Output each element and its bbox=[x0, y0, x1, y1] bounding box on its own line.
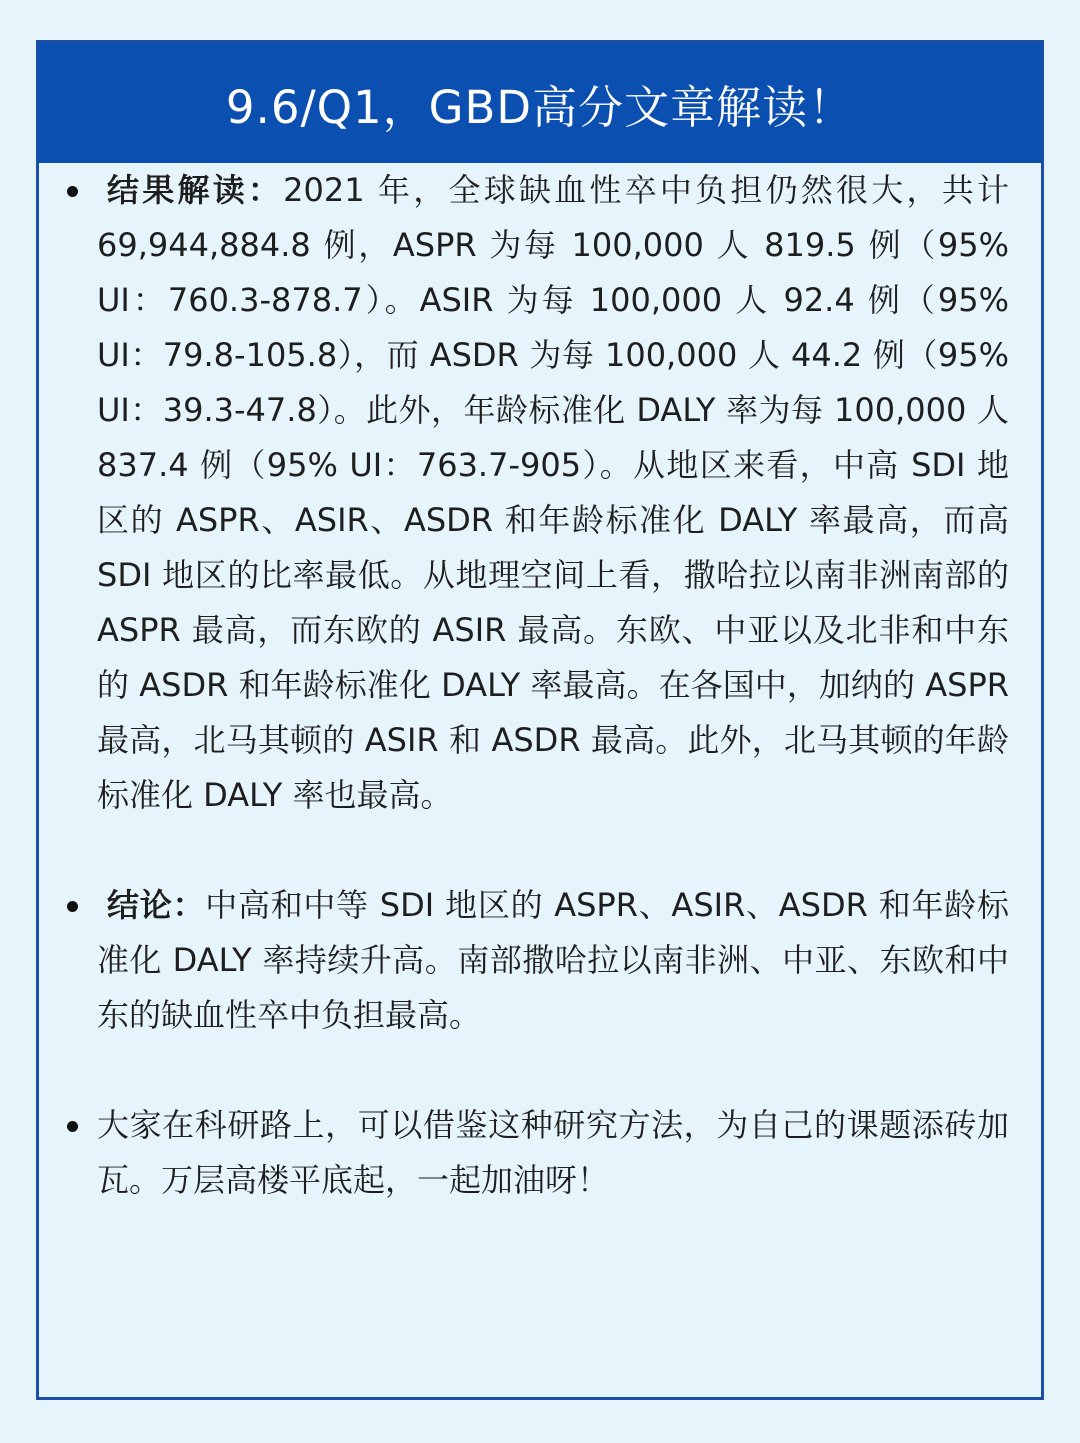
section-label: 结果解读： bbox=[107, 171, 284, 209]
bullet-icon bbox=[67, 901, 78, 912]
conclusion-section bbox=[63, 878, 1009, 1043]
results-section bbox=[63, 163, 1009, 823]
article-content bbox=[39, 163, 1041, 1208]
section-text: 中高和中等 SDI 地区的 ASPR、ASIR、ASDR 和年龄标准化 DALY 率持续升高。南部撒哈拉以南非洲、中亚、东欧和中东的缺血性卒中负担最高。 bbox=[97, 886, 1009, 1034]
bullet-icon bbox=[67, 1121, 78, 1132]
header-banner bbox=[39, 43, 1041, 163]
section-text: 2021 年，全球缺血性卒中负担仍然很大，共计 69,944,884.8 例，ASPR 为每 100,000 人 819.5 例（95% UI：760.3-878.7）。ASIR 为每 100,000 人 92.4 例（95% UI：79.8-105.8），而 ASDR 为每 100,000 人 44.2 例（95% UI：39.3-47.8）。此外，年龄标准化 DALY 率为每 100,000 人 837.4 例（95% UI：763.7-905）。从地区来看，中高 SDI 地区的 ASPR、ASIR、ASDR 和年龄标准化 DALY 率最高，而高 SDI 地区的比率最低。从地理空间上看，撒哈拉以南非洲南部的 ASPR 最高，而东欧的 ASIR 最高。东欧、中亚以及北非和中东的 ASDR 和年龄标准化 DALY 率最高。在各国中，加纳的 ASPR 最高，北马其顿的 ASIR 和 ASDR 最高。此外，北马其顿的年龄标准化 DALY 率也最高。 bbox=[97, 171, 1009, 814]
encouragement-section bbox=[63, 1098, 1009, 1208]
section-text: 大家在科研路上，可以借鉴这种研究方法，为自己的课题添砖加瓦。万层高楼平底起，一起加油呀！ bbox=[97, 1106, 1009, 1199]
bullet-icon bbox=[67, 186, 78, 197]
article-card bbox=[36, 40, 1044, 1400]
page-title: 9.6/Q1，GBD高分文章解读！ bbox=[225, 80, 855, 134]
section-label: 结论： bbox=[107, 886, 206, 924]
